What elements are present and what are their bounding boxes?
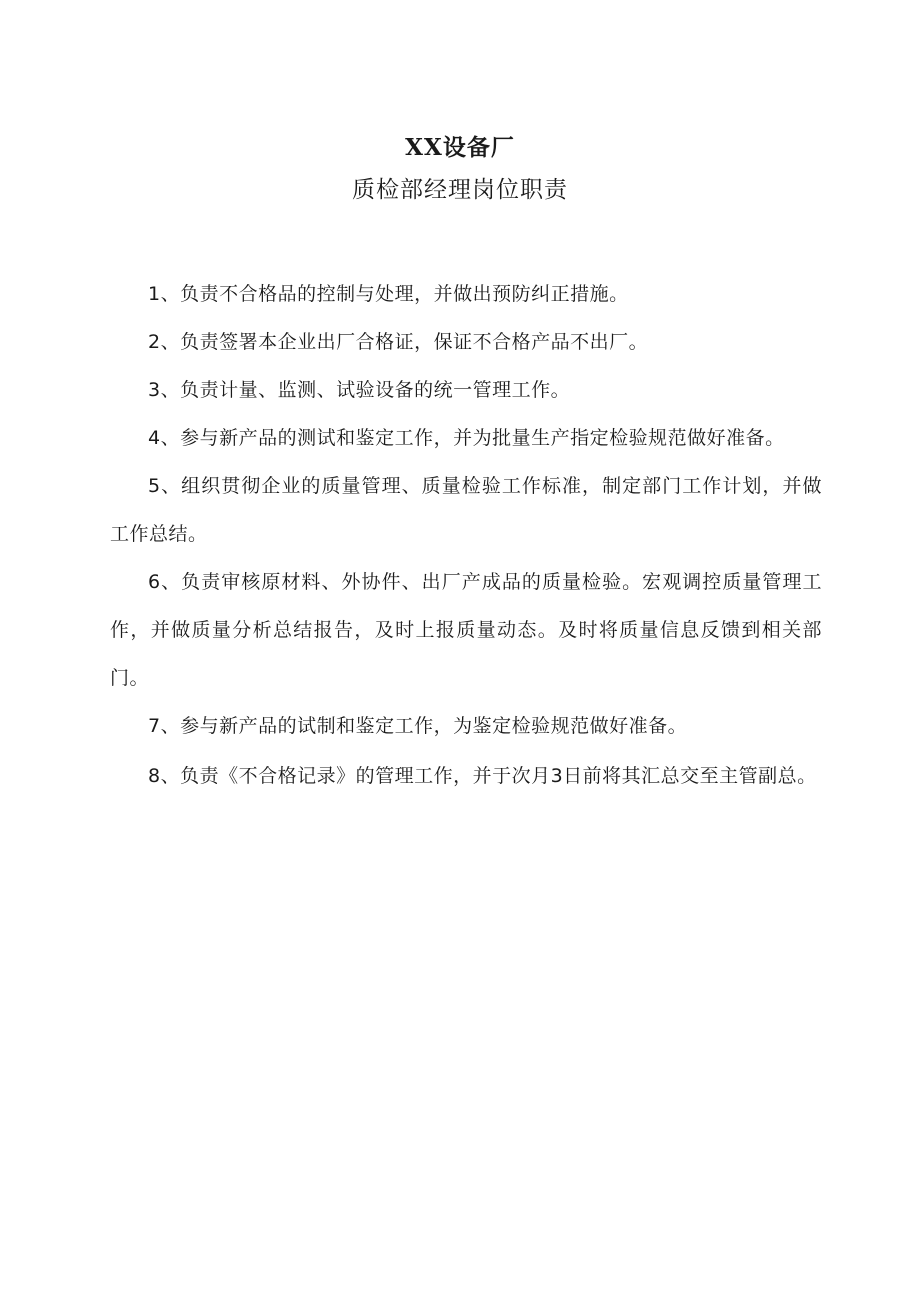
duty-item-3: 3、负责计量、监测、试验设备的统一管理工作。: [148, 379, 571, 401]
duty-item-2: 2、负责签署本企业出厂合格证，保证不合格产品不出厂。: [148, 331, 649, 353]
document-title: 质检部经理岗位职责: [352, 177, 568, 203]
duty-item-5: 5、组织贯彻企业的质量管理、质量检验工作标准，制定部门工作计划，并做工作总结。: [110, 475, 822, 545]
duty-list: [110, 270, 822, 802]
duty-item-4: 4、参与新产品的测试和鉴定工作，并为批量生产指定检验规范做好准备。: [148, 427, 785, 449]
title-block: [0, 128, 920, 210]
company-name: XX设备厂: [405, 134, 515, 161]
duty-item-1: 1、负责不合格品的控制与处理，并做出预防纠正措施。: [148, 283, 629, 305]
duty-item-8: 8、负责《不合格记录》的管理工作，并于次月3日前将其汇总交至主管副总。: [148, 765, 817, 787]
duty-item-7: 7、参与新产品的试制和鉴定工作，为鉴定检验规范做好准备。: [148, 715, 688, 737]
duty-item-6: 6、负责审核原材料、外协件、出厂产成品的质量检验。宏观调控质量管理工作，并做质量分析总结报告，及时上报质量动态。及时将质量信息反馈到相关部门。: [110, 571, 822, 689]
